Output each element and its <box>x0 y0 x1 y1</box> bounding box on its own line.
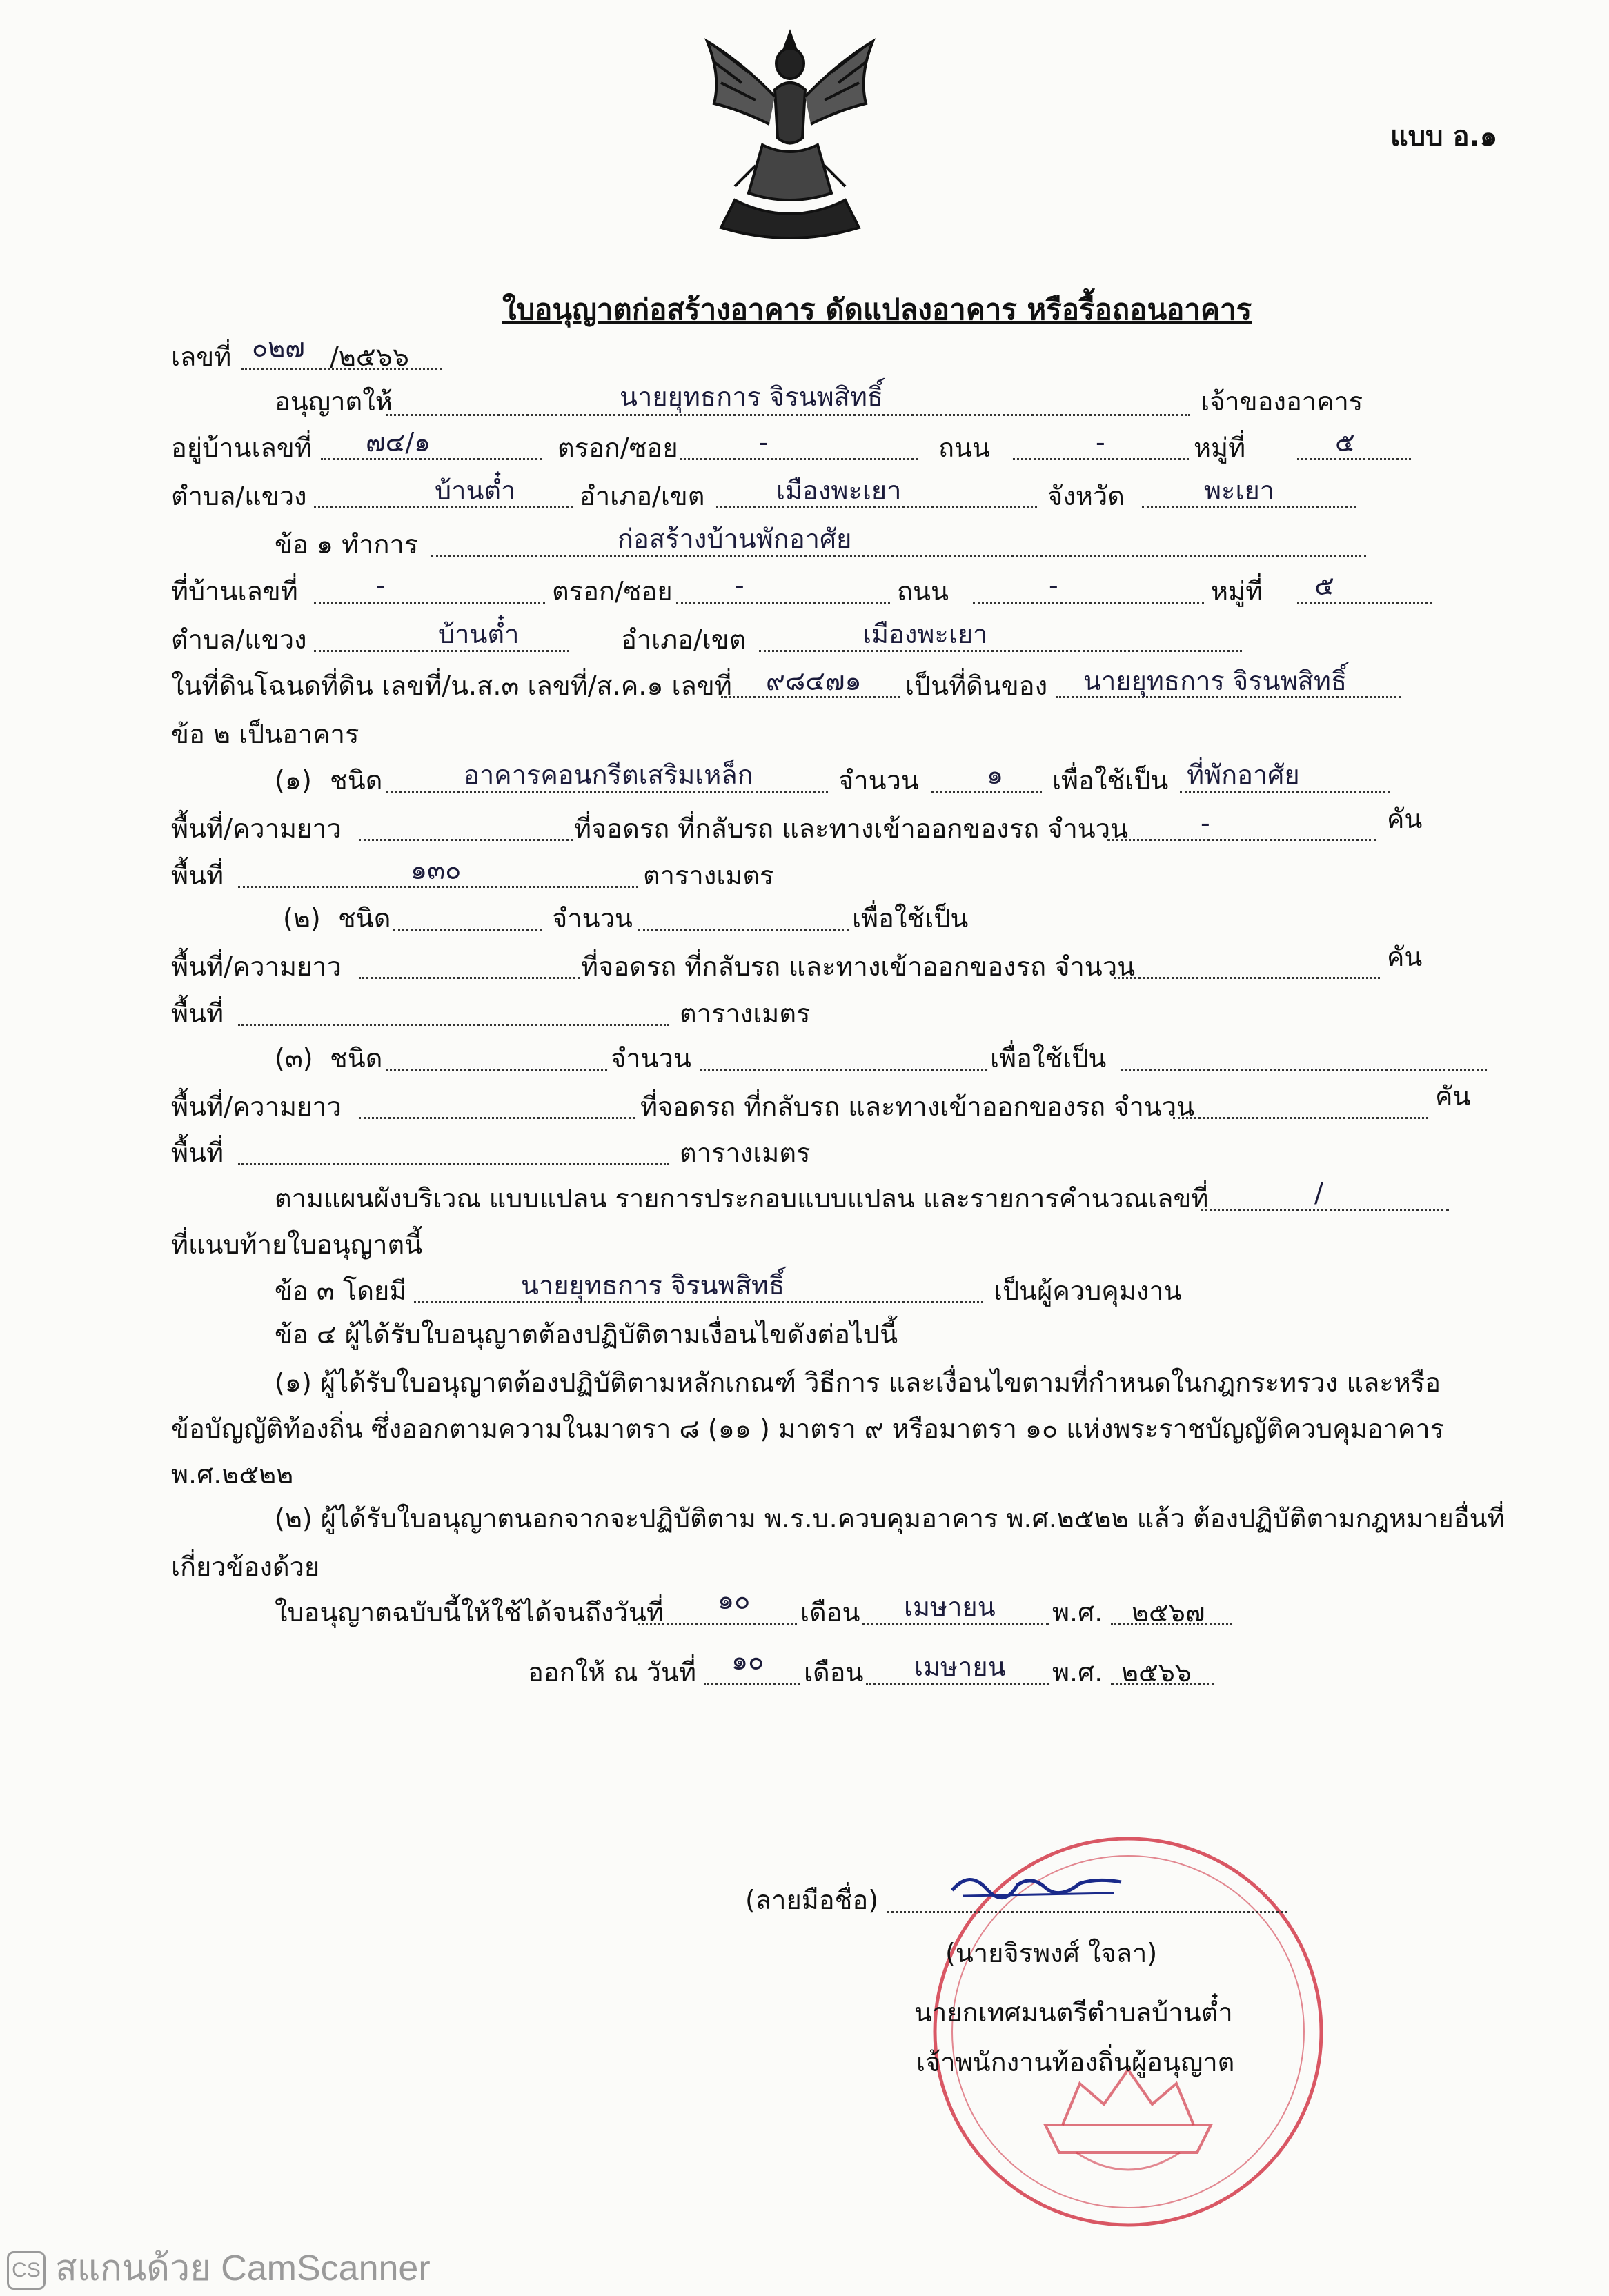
item3-area-label: พื้นที่ <box>171 1138 224 1168</box>
province-dots <box>1142 506 1356 508</box>
clause4-c2-line1: (๒) ผู้ได้รับใบอนุญาตนอกจากจะปฏิบัติตาม พ.ร.บ.ควบคุมอาคาร พ.ศ.๒๕๒๒ แล้ว ต้องปฏิบัติตามกฎหมายอื่นที่ <box>275 1503 1505 1534</box>
permit-year: /๒๕๖๖ <box>330 342 409 372</box>
item2-use-label: เพื่อใช้เป็น <box>852 903 969 933</box>
item3-count-label: จำนวน <box>611 1043 691 1073</box>
subdistrict-label: ตำบล/แขวง <box>171 481 307 511</box>
validity-day: ๑๐ <box>718 1585 751 1615</box>
item1-count-dots <box>931 791 1042 793</box>
plans-line1: ตามแผนผังบริเวณ แบบแปลน รายการประกอบแบบแปลน และรายการคำนวณเลขที่ <box>275 1183 1209 1214</box>
item3-area-dots <box>238 1163 669 1165</box>
item1-use-label: เพื่อใช้เป็น <box>1052 765 1169 795</box>
item2-area-dots <box>238 1024 669 1026</box>
item1-parking-value: - <box>1201 808 1210 838</box>
item2-vehicle-unit: คัน <box>1387 942 1423 972</box>
permittee-label: อนุญาตให้ <box>275 386 393 417</box>
signature-scribble <box>949 1863 1128 1911</box>
land-dots <box>721 696 900 698</box>
validity-month-label: เดือน <box>800 1597 860 1627</box>
permit-number-label: เลขที่ <box>171 342 232 372</box>
clause4-c1-line2: ข้อบัญญัติท้องถิ่น ซึ่งออกตามความในมาตรา ๘ (๑๑ ) มาตรา ๙ หรือมาตรา ๑๐ แห่งพระราชบัญญัติควบคุมอาคาร <box>171 1414 1445 1444</box>
item3-type-label: ชนิด <box>330 1043 383 1073</box>
camscanner-watermark <box>7 2239 431 2296</box>
district-dots <box>716 506 1037 508</box>
issued-month: เมษายน <box>914 1652 1006 1682</box>
issued-day: ๑๐ <box>731 1645 764 1676</box>
issued-year-label: พ.ศ. <box>1052 1657 1103 1688</box>
c1-road-value: - <box>1049 571 1058 601</box>
item1-count-label: จำนวน <box>838 765 919 795</box>
permittee-dots <box>386 414 1190 416</box>
item1-area-len-label: พื้นที่/ความยาว <box>171 813 342 844</box>
item1-parking-label: ที่จอดรถ ที่กลับรถ และทางเข้าออกของรถ จำนวน <box>574 813 1129 844</box>
clause3-label: ข้อ ๓ โดยมี <box>275 1276 407 1306</box>
c1-moo-dots <box>1297 602 1432 604</box>
item3-parking-label: ที่จอดรถ ที่กลับรถ และทางเข้าออกของรถ จำนวน <box>640 1091 1195 1122</box>
validity-day-dots <box>638 1623 797 1625</box>
land-owner-value: นายยุทธการ จิรนพสิทธิ์ <box>1083 666 1348 696</box>
clause4-c2-line2: เกี่ยวข้องด้วย <box>171 1552 320 1582</box>
validity-month-dots <box>862 1623 1049 1625</box>
moo-value: ๕ <box>1335 427 1355 457</box>
clause2-label: ข้อ ๒ เป็นอาคาร <box>171 719 359 749</box>
signer-authority: เจ้าพนักงานท้องถิ่นผู้อนุญาต <box>916 2047 1235 2077</box>
item1-vehicle-unit: คัน <box>1387 804 1423 834</box>
clause1-label: ข้อ ๑ ทำการ <box>275 529 419 560</box>
c1-subdistrict-dots <box>314 650 569 652</box>
item3-use-dots <box>1121 1069 1487 1071</box>
plans-dots <box>1201 1209 1449 1211</box>
road-label: ถนน <box>938 433 990 463</box>
clause3-dots <box>414 1301 983 1303</box>
item3-area-unit: ตารางเมตร <box>680 1138 811 1168</box>
validity-month: เมษายน <box>904 1592 996 1622</box>
clause3-value: นายยุทธการ จิรนพสิทธิ์ <box>521 1270 785 1300</box>
document-title: ใบอนุญาตก่อสร้างอาคาร ดัดแปลงอาคาร หรือรื้อถอนอาคาร <box>502 293 1252 326</box>
alley-value: - <box>759 427 769 457</box>
subdistrict-value: บ้านต๋ำ <box>435 475 516 506</box>
validity-year: ๒๕๖๗ <box>1132 1597 1205 1627</box>
land-owner-label: เป็นที่ดินของ <box>905 671 1048 701</box>
c1-subdistrict-value: บ้านต๋ำ <box>438 619 520 649</box>
c1-house-value: - <box>376 571 386 601</box>
item1-area-unit: ตารางเมตร <box>643 860 774 891</box>
issued-month-dots <box>866 1683 1049 1685</box>
province-label: จังหวัด <box>1047 481 1125 511</box>
clause4-label: ข้อ ๔ ผู้ได้รับใบอนุญาตต้องปฏิบัติตามเงื่อนไขดังต่อไปนี้ <box>275 1319 898 1349</box>
item3-count-dots <box>700 1069 987 1071</box>
item1-area-label: พื้นที่ <box>171 860 224 891</box>
c1-road-dots <box>973 602 1204 604</box>
district-label: อำเภอ/เขต <box>580 481 705 511</box>
item1-parking-dots <box>1107 839 1376 841</box>
c1-alley-label: ตรอก/ซอย <box>552 576 673 606</box>
item3-type-dots <box>386 1069 607 1071</box>
clause1-dots <box>431 555 1366 557</box>
clause3-suffix: เป็นผู้ควบคุมงาน <box>994 1276 1182 1306</box>
issued-month-label: เดือน <box>804 1657 864 1688</box>
alley-dots <box>680 458 918 460</box>
c1-house-dots <box>314 602 545 604</box>
camscanner-text: สแกนด้วย CamScanner <box>55 2248 431 2288</box>
item2-area-unit: ตารางเมตร <box>680 998 811 1029</box>
item1-area-value: ๑๓๐ <box>411 855 462 885</box>
signature-dots <box>887 1911 1287 1913</box>
form-code: แบบ อ.๑ <box>1390 121 1498 152</box>
item2-count-dots <box>638 929 849 931</box>
owner-suffix: เจ้าของอาคาร <box>1201 386 1363 417</box>
validity-label: ใบอนุญาตฉบับนี้ให้ใช้ได้จนถึงวันที่ <box>275 1597 664 1627</box>
district-value: เมืองพะเยา <box>776 475 902 506</box>
signer-position: นายกเทศมนตรีตำบลบ้านต๋ำ <box>914 1997 1233 2028</box>
item1-use-value: ที่พักอาศัย <box>1187 760 1300 790</box>
clause4-c1-line1: (๑) ผู้ได้รับใบอนุญาตต้องปฏิบัติตามหลักเกณฑ์ วิธีการ และเงื่อนไขตามที่กำหนดในกฎกระทรวง และหรือ <box>275 1367 1441 1398</box>
province-value: พะเยา <box>1204 475 1275 506</box>
item3-use-label: เพื่อใช้เป็น <box>990 1043 1107 1073</box>
alley-label: ตรอก/ซอย <box>557 433 678 463</box>
item1-use-dots <box>1180 791 1390 793</box>
c1-house-label: ที่บ้านเลขที่ <box>171 576 298 606</box>
moo-label: หมู่ที่ <box>1194 433 1246 463</box>
house-label: อยู่บ้านเลขที่ <box>171 433 312 463</box>
road-value: - <box>1096 427 1105 457</box>
item3-parking-dots <box>1173 1117 1428 1119</box>
item1-type-value: อาคารคอนกรีตเสริมเหล็ก <box>464 760 753 790</box>
issued-day-dots <box>704 1683 800 1685</box>
permit-number-value: ๐๒๗ <box>252 333 305 363</box>
item3-vehicle-unit: คัน <box>1435 1081 1471 1111</box>
clause1-action: ก่อสร้างบ้านพักอาศัย <box>618 524 852 554</box>
signature-label: (ลายมือชื่อ) <box>745 1885 879 1915</box>
item1-type-label: ชนิด <box>330 765 383 795</box>
item1-no: (๑) <box>275 765 312 795</box>
c1-moo-value: ๕ <box>1314 571 1334 601</box>
item3-area-len-dots <box>359 1117 635 1119</box>
item3-area-len-label: พื้นที่/ความยาว <box>171 1091 342 1122</box>
c1-subdistrict-label: ตำบล/แขวง <box>171 624 307 655</box>
item2-count-label: จำนวน <box>552 903 633 933</box>
item2-area-len-label: พื้นที่/ความยาว <box>171 951 342 982</box>
item2-parking-label: ที่จอดรถ ที่กลับรถ และทางเข้าออกของรถ จำนวน <box>581 951 1136 982</box>
land-owner-dots <box>1056 696 1401 698</box>
c1-road-label: ถนน <box>897 576 949 606</box>
issued-label: ออกให้ ณ วันที่ <box>528 1657 697 1688</box>
garuda-emblem-icon <box>693 21 887 252</box>
subdistrict-dots <box>314 506 573 508</box>
plans-value: / <box>1314 1178 1323 1208</box>
item2-no: (๒) <box>283 903 321 933</box>
c1-district-value: เมืองพะเยา <box>862 619 988 649</box>
item1-area-dots <box>238 886 638 888</box>
permittee-name: นายยุทธการ จิรนพสิทธิ์ <box>620 382 884 412</box>
land-label: ในที่ดินโฉนดที่ดิน เลขที่/น.ส.๓ เลขที่/ส.ค.๑ เลขที่ <box>171 671 732 701</box>
plans-line2: ที่แนบท้ายใบอนุญาตนี้ <box>171 1229 423 1260</box>
c1-district-label: อำเภอ/เขต <box>621 624 747 655</box>
clause4-c1-line3: พ.ศ.๒๕๒๒ <box>171 1459 294 1490</box>
house-dots <box>321 458 542 460</box>
item1-area-len-dots <box>359 839 573 841</box>
camscanner-logo-icon: CS <box>7 2251 46 2290</box>
item1-type-dots <box>386 791 828 793</box>
c1-district-dots <box>759 650 1242 652</box>
validity-year-label: พ.ศ. <box>1052 1597 1103 1627</box>
item2-type-label: ชนิด <box>338 903 391 933</box>
moo-dots <box>1297 458 1411 460</box>
item2-area-len-dots <box>359 977 580 979</box>
c1-moo-label: หมู่ที่ <box>1211 576 1263 606</box>
item2-type-dots <box>393 929 542 931</box>
road-dots <box>1013 458 1189 460</box>
item2-area-label: พื้นที่ <box>171 998 224 1029</box>
land-value: ๙๘๔๗๑ <box>766 666 862 696</box>
c1-alley-value: - <box>735 571 744 601</box>
house-value: ๗๔/๑ <box>366 427 431 457</box>
item3-no: (๓) <box>275 1043 313 1073</box>
item1-count-value: ๑ <box>987 760 1004 790</box>
signer-name: (นายจิรพงศ์ ใจลา) <box>945 1938 1158 1968</box>
issued-year: ๒๕๖๖ <box>1121 1657 1192 1688</box>
c1-alley-dots <box>676 602 890 604</box>
item2-parking-dots <box>1114 977 1380 979</box>
